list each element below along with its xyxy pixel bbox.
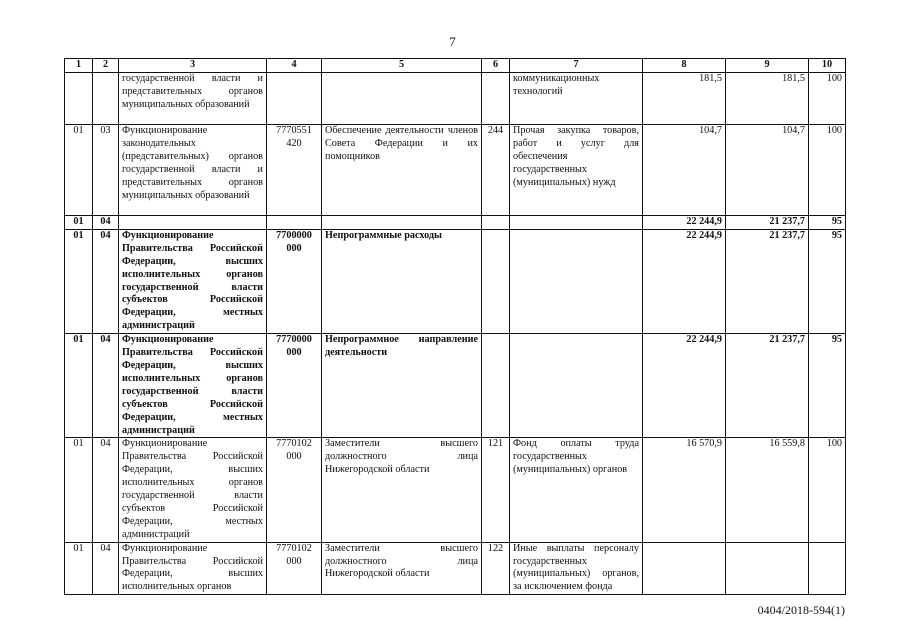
table-cell-col-8: 22 244,9 bbox=[643, 229, 726, 333]
table-cell-col-6: 121 bbox=[482, 438, 510, 542]
table-row bbox=[65, 216, 846, 230]
table-cell-col-5: Заместители высшего должностного лица Нижегородской области bbox=[322, 542, 482, 595]
table-cell-col-4: 7700000 000 bbox=[267, 229, 322, 333]
header-col-9: 9 bbox=[726, 59, 809, 73]
header-col-2: 2 bbox=[93, 59, 119, 73]
table-row bbox=[65, 542, 846, 595]
header-col-4: 4 bbox=[267, 59, 322, 73]
table-cell-col-1: 01 bbox=[65, 438, 93, 542]
table-row bbox=[65, 73, 846, 125]
table-cell-col-1: 01 bbox=[65, 334, 93, 438]
table-cell-col-1: 01 bbox=[65, 229, 93, 333]
table-cell-col-6: 244 bbox=[482, 125, 510, 216]
header-col-5: 5 bbox=[322, 59, 482, 73]
table-cell-col-6 bbox=[482, 334, 510, 438]
table-cell-col-2: 04 bbox=[93, 229, 119, 333]
table-cell-col-9: 181,5 bbox=[726, 73, 809, 125]
table-cell-col-3 bbox=[119, 216, 267, 230]
table-cell-col-5 bbox=[322, 73, 482, 125]
table-cell-col-4: 7770000 000 bbox=[267, 334, 322, 438]
table-cell-col-3: государственной власти и представительных органов муниципальных образований bbox=[119, 73, 267, 125]
table-cell-col-8: 181,5 bbox=[643, 73, 726, 125]
table-cell-col-9: 104,7 bbox=[726, 125, 809, 216]
table-cell-col-10: 95 bbox=[809, 216, 846, 230]
table-cell-col-8: 22 244,9 bbox=[643, 216, 726, 230]
table-cell-col-1: 01 bbox=[65, 542, 93, 595]
table-cell-col-3: Функционирование Правительства Российской Федерации, высших исполнительных органов государственной власти субъектов Российской Федерации, местных администраций bbox=[119, 334, 267, 438]
document-code: 0404/2018-594(1) bbox=[757, 603, 845, 617]
header-row bbox=[65, 59, 846, 73]
table-cell-col-7 bbox=[510, 216, 643, 230]
table-cell-col-7 bbox=[510, 229, 643, 333]
table-cell-col-7: коммуникационных технологий bbox=[510, 73, 643, 125]
table-cell-col-8: 16 570,9 bbox=[643, 438, 726, 542]
table-cell-col-6 bbox=[482, 73, 510, 125]
table-cell-col-10: 100 bbox=[809, 438, 846, 542]
table-cell-col-4 bbox=[267, 216, 322, 230]
table-row bbox=[65, 438, 846, 542]
table-cell-col-9: 21 237,7 bbox=[726, 334, 809, 438]
table-cell-col-2: 04 bbox=[93, 334, 119, 438]
table-cell-col-7: Прочая закупка товаров, работ и услуг для обеспечения государственных (муниципальных) нужд bbox=[510, 125, 643, 216]
table-cell-col-3: Функционирование Правительства Российской Федерации, высших исполнительных органов государственной власти субъектов Российской Федерации, местных администраций bbox=[119, 229, 267, 333]
table-cell-col-10 bbox=[809, 542, 846, 595]
header-col-10: 10 bbox=[809, 59, 846, 73]
header-col-1: 1 bbox=[65, 59, 93, 73]
table-cell-col-1 bbox=[65, 73, 93, 125]
table-cell-col-10: 95 bbox=[809, 229, 846, 333]
table-cell-col-5 bbox=[322, 216, 482, 230]
table-cell-col-7: Иные выплаты персоналу государственных (муниципальных) органов, за исключением фонда bbox=[510, 542, 643, 595]
table-cell-col-6 bbox=[482, 229, 510, 333]
table-row bbox=[65, 229, 846, 333]
table-cell-col-10: 95 bbox=[809, 334, 846, 438]
header-col-6: 6 bbox=[482, 59, 510, 73]
table-cell-col-2 bbox=[93, 73, 119, 125]
table-cell-col-10: 100 bbox=[809, 125, 846, 216]
table-cell-col-6 bbox=[482, 216, 510, 230]
header-col-8: 8 bbox=[643, 59, 726, 73]
table-cell-col-1: 01 bbox=[65, 216, 93, 230]
table-cell-col-4: 7770102 000 bbox=[267, 438, 322, 542]
table-cell-col-5: Обеспечение деятельности членов Совета Федерации и их помощников bbox=[322, 125, 482, 216]
table-cell-col-2: 04 bbox=[93, 438, 119, 542]
table-cell-col-7 bbox=[510, 334, 643, 438]
table-cell-col-4: 7770551 420 bbox=[267, 125, 322, 216]
table-cell-col-6: 122 bbox=[482, 542, 510, 595]
table-cell-col-3: Функционирование Правительства Российской Федерации, высших исполнительных органов bbox=[119, 542, 267, 595]
table-cell-col-2: 04 bbox=[93, 216, 119, 230]
table-cell-col-8: 104,7 bbox=[643, 125, 726, 216]
table-cell-col-8: 22 244,9 bbox=[643, 334, 726, 438]
table-cell-col-7: Фонд оплаты труда государственных (муниципальных) органов bbox=[510, 438, 643, 542]
table-cell-col-4: 7770102 000 bbox=[267, 542, 322, 595]
table-cell-col-4 bbox=[267, 73, 322, 125]
table-cell-col-9: 21 237,7 bbox=[726, 229, 809, 333]
header-col-7: 7 bbox=[510, 59, 643, 73]
table-row bbox=[65, 334, 846, 438]
table-cell-col-3: Функционирование законодательных (представительных) органов государственной власти и представительных органов муниципальных образований bbox=[119, 125, 267, 216]
table-cell-col-2: 03 bbox=[93, 125, 119, 216]
table-cell-col-5: Непрограммные расходы bbox=[322, 229, 482, 333]
table-cell-col-5: Непрограммное направление деятельности bbox=[322, 334, 482, 438]
table-cell-col-5: Заместители высшего должностного лица Нижегородской области bbox=[322, 438, 482, 542]
budget-table bbox=[64, 58, 846, 595]
page-number: 7 bbox=[449, 34, 456, 49]
table-row bbox=[65, 125, 846, 216]
header-col-3: 3 bbox=[119, 59, 267, 73]
table-cell-col-8 bbox=[643, 542, 726, 595]
table-cell-col-3: Функционирование Правительства Российской Федерации, высших исполнительных органов государственной власти субъектов Российской Федерации, местных администраций bbox=[119, 438, 267, 542]
table-cell-col-9: 21 237,7 bbox=[726, 216, 809, 230]
table-cell-col-10: 100 bbox=[809, 73, 846, 125]
table-cell-col-9 bbox=[726, 542, 809, 595]
table-cell-col-1: 01 bbox=[65, 125, 93, 216]
table-cell-col-9: 16 559,8 bbox=[726, 438, 809, 542]
table-cell-col-2: 04 bbox=[93, 542, 119, 595]
